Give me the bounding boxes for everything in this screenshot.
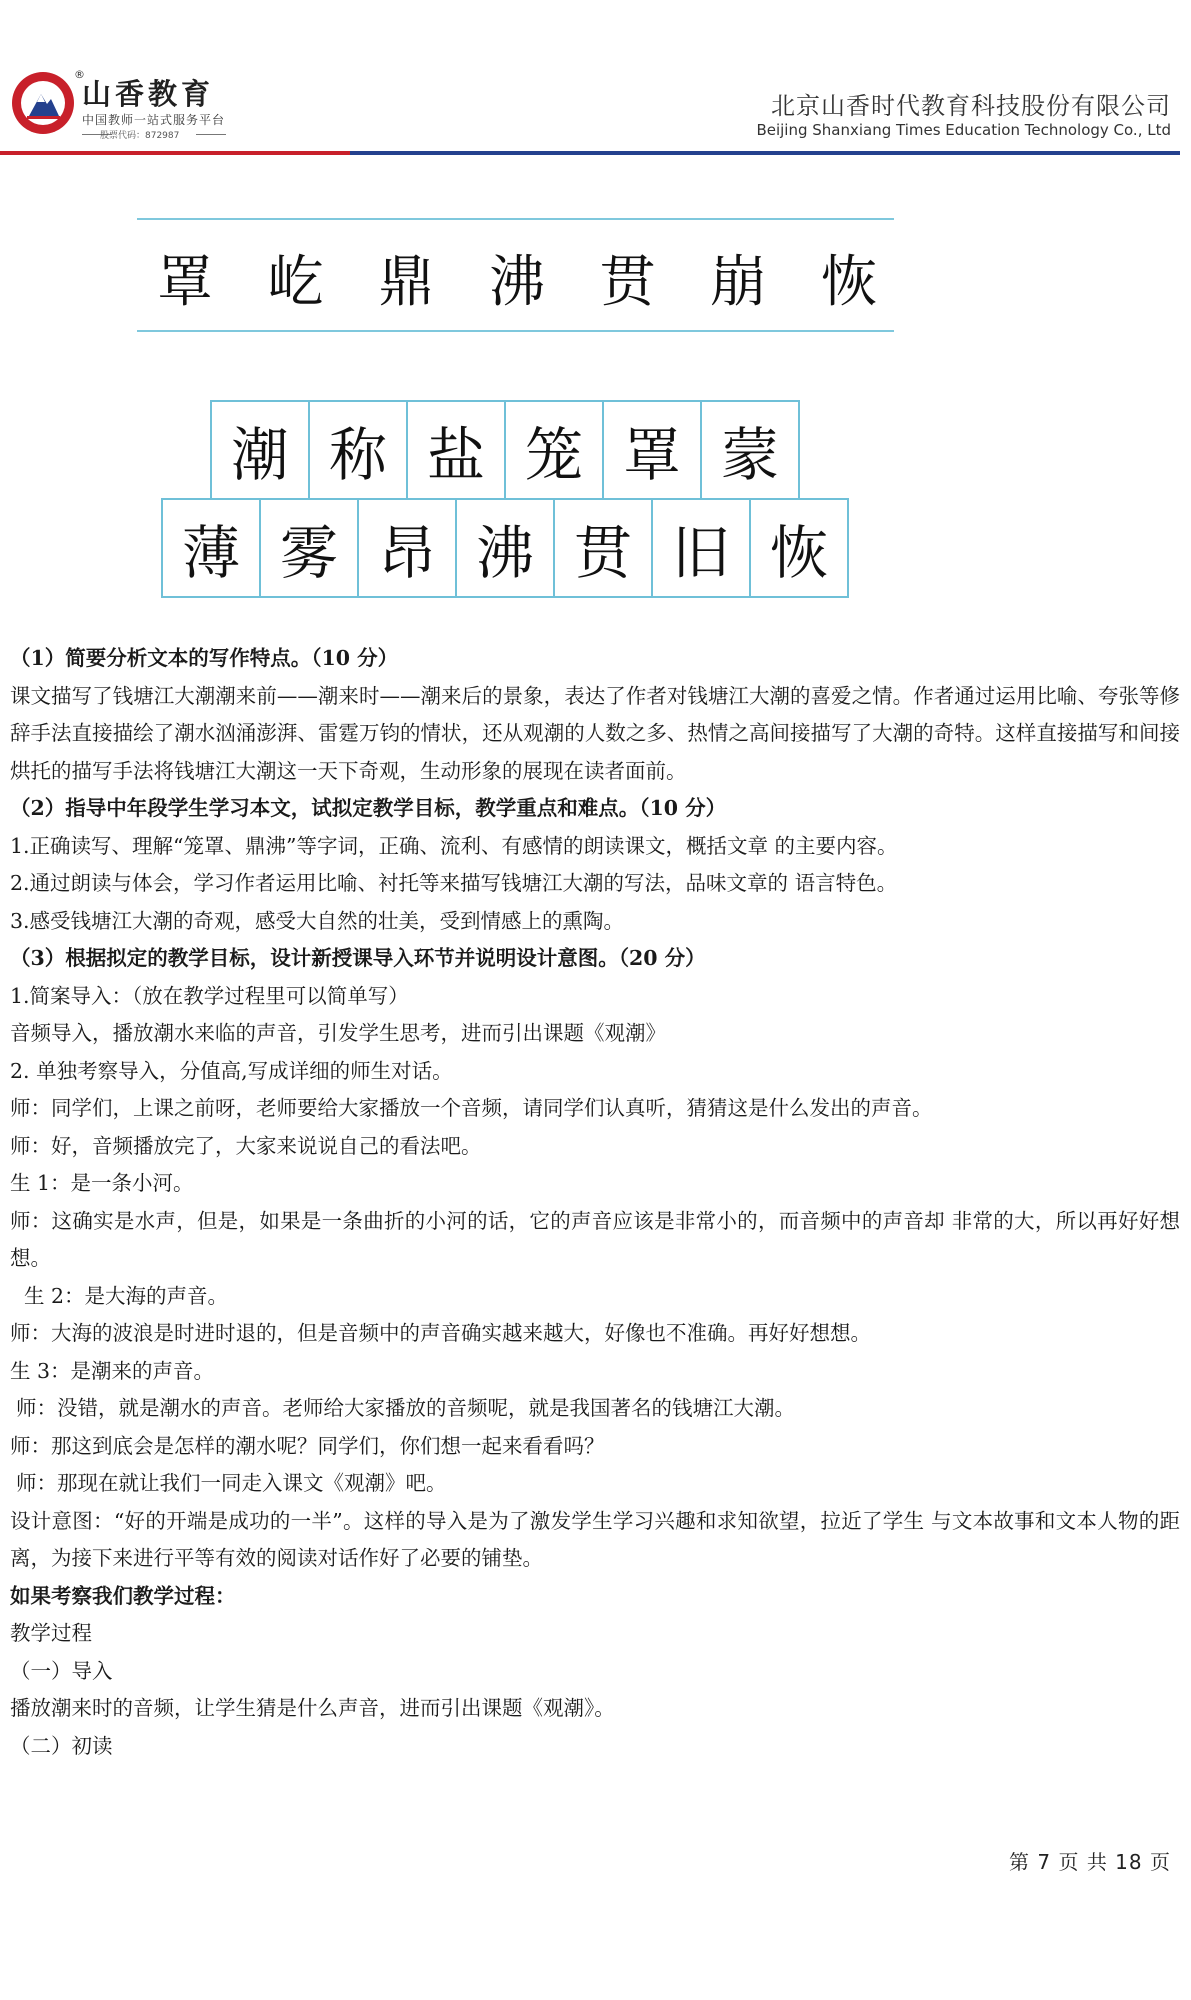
dialogue-paragraph: 师：这确实是水声，但是，如果是一条曲折的小河的话，它的声音应该是非常小的，而音频中的声音却 非常的大，所以再好好想想。 <box>10 1208 1180 1270</box>
grid-char: 雾 <box>259 498 359 598</box>
dialogue-line: 生 2：是大海的声音。 <box>24 1283 229 1308</box>
header-rule-blue <box>350 151 1180 155</box>
dialogue-line: 师：那现在就让我们一同走入课文《观潮》吧。 <box>16 1471 447 1495</box>
strip-char: 鼎 <box>378 250 435 315</box>
mountain-icon <box>12 72 74 134</box>
dialogue-line: 师：同学们，上课之前呀，老师要给大家播放一个音频，请同学们认真听，猜猜这是什么发出的声音。 <box>10 1096 933 1120</box>
lesson-line: 1.简案导入：（放在教学过程里可以简单写） <box>10 983 409 1008</box>
shanxiang-logo <box>12 72 74 134</box>
strip-char: 恢 <box>820 250 877 315</box>
grid-char: 潮 <box>210 400 310 500</box>
grid-char: 昂 <box>357 498 457 598</box>
brand-name: 山香教育 <box>82 77 215 111</box>
page-header <box>0 0 1191 160</box>
dialogue-line: 生 3：是潮来的声音。 <box>10 1358 215 1383</box>
grid-char: 旧 <box>651 498 751 598</box>
character-grid-row-1 <box>212 400 800 500</box>
dialogue-line: 师：大海的波浪是时进时退的，但是音频中的声音确实越来越大，好像也不准确。再好好想想。 <box>10 1321 871 1345</box>
dialogue-line: 师：那这到底会是怎样的潮水呢？同学们，你们想一起来看看吗？ <box>10 1433 605 1458</box>
header-rule-red <box>0 151 350 155</box>
grid-char: 盐 <box>406 400 506 500</box>
page-number: 第 7 页 共 18 页 <box>1009 1850 1171 1874</box>
grid-char: 称 <box>308 400 408 500</box>
grid-char: 沸 <box>455 498 555 598</box>
lesson-line: 音频导入，播放潮水来临的声音，引发学生思考，进而引出课题《观潮》 <box>10 1021 666 1045</box>
dialogue-line: 生 1：是一条小河。 <box>10 1171 194 1195</box>
brand-tagline: 中国教师一站式服务平台 <box>82 113 226 127</box>
stock-code: 股票代码：872987 <box>100 131 180 141</box>
grid-char: 罩 <box>602 400 702 500</box>
lesson-line: 2. 单独考察导入，分值高,写成详细的师生对话。 <box>10 1058 453 1083</box>
design-intent: 设计意图：“好的开端是成功的一半”。这样的导入是为了激发学生学习兴趣和求知欲望，拉近了学生 与文本故事和文本人物的距离，为接下来进行平等有效的阅读对话作好了必要的铺垫。 <box>10 1508 1180 1570</box>
grid-char: 蒙 <box>700 400 800 500</box>
process-line: 教学过程 <box>10 1621 92 1645</box>
objective-item: 3.感受钱塘江大潮的奇观，感受大自然的壮美，受到情感上的熏陶。 <box>10 908 625 933</box>
process-line: （一）导入 <box>10 1658 113 1683</box>
grid-char: 薄 <box>161 498 261 598</box>
dialogue-line: 师：没错，就是潮水的声音。老师给大家播放的音频呢，就是我国著名的钱塘江大潮。 <box>16 1396 795 1420</box>
company-name-en: Beijing Shanxiang Times Education Technology Co., Ltd <box>756 121 1171 139</box>
question-1-heading: （1）简要分析文本的写作特点。（10 分） <box>10 646 399 670</box>
divider <box>196 134 226 135</box>
document-body <box>10 640 1180 1765</box>
company-name-cn: 北京山香时代教育科技股份有限公司 <box>771 92 1171 120</box>
grid-char: 恢 <box>749 498 849 598</box>
process-heading: 如果考察我们教学过程： <box>10 1583 236 1608</box>
dialogue-line: 师：好，音频播放完了，大家来说说自己的看法吧。 <box>10 1133 482 1158</box>
question-1-answer: 课文描写了钱塘江大潮潮来前——潮来时——潮来后的景象，表达了作者对钱塘江大潮的喜爱之情。作者通过运用比喻、夸张等修辞手法直接描绘了潮水汹涌澎湃、雷霆万钧的情状，还从观潮的人数之多、热情之高间接描写了大潮的奇特。这样直接描写和间接烘托的描写手法将钱塘江大潮这一天下奇观，生动形象的展现在读者面前。 <box>10 683 1180 783</box>
strip-bottom-line <box>137 330 894 332</box>
strip-char: 沸 <box>488 250 545 315</box>
objective-item: 1.正确读写、理解“笼罩、鼎沸”等字词，正确、流利、有感情的朗读课文，概括文章 的主要内容。 <box>10 833 898 858</box>
strip-char: 贯 <box>599 250 656 315</box>
strip-top-line <box>137 218 894 220</box>
character-strip <box>137 200 894 338</box>
question-3-heading: （3）根据拟定的教学目标，设计新授课导入环节并说明设计意图。（20 分） <box>10 946 706 970</box>
grid-char: 笼 <box>504 400 604 500</box>
process-line: 播放潮来时的音频，让学生猜是什么声音，进而引出课题《观潮》。 <box>10 1696 615 1720</box>
character-grid-row-2 <box>163 498 849 598</box>
registered-mark: ® <box>74 68 85 81</box>
strip-char: 屹 <box>267 250 324 315</box>
objective-item: 2.通过朗读与体会，学习作者运用比喻、衬托等来描写钱塘江大潮的写法，品味文章的 语言特色。 <box>10 871 898 895</box>
strip-char: 罩 <box>157 250 213 315</box>
process-line: （二）初读 <box>10 1733 113 1758</box>
strip-char: 崩 <box>710 250 767 315</box>
question-2-heading: （2）指导中年段学生学习本文，试拟定教学目标，教学重点和难点。（10 分） <box>10 796 727 820</box>
grid-char: 贯 <box>553 498 653 598</box>
